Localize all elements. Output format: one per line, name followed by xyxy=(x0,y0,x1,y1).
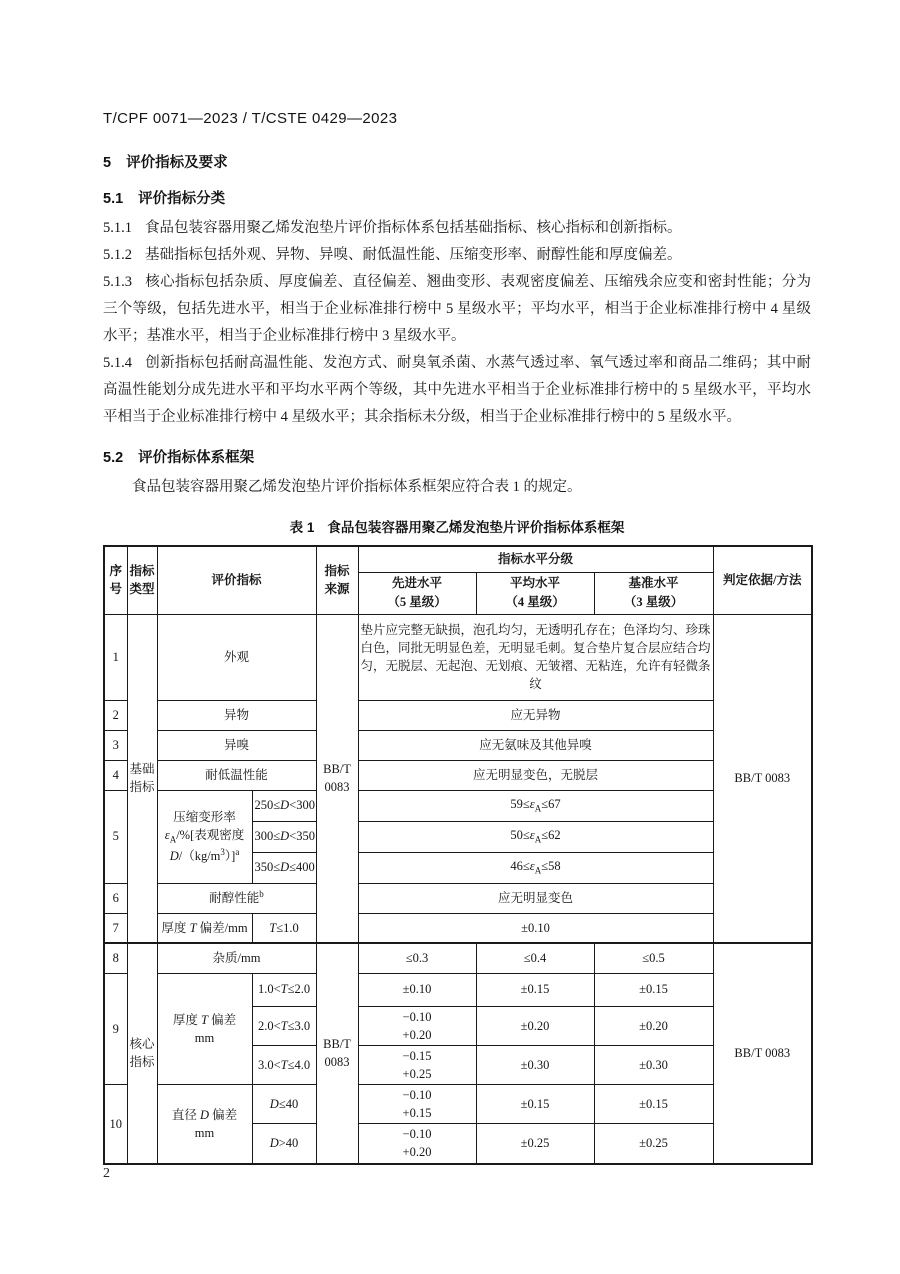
cell-condition: 2.0<T≤3.0 xyxy=(252,1006,316,1045)
section-title: 评价指标及要求 xyxy=(126,155,228,171)
standard-number-header: T/CPF 0071—2023 / T/CSTE 0429—2023 xyxy=(103,110,398,127)
level-name: 基准水平 xyxy=(628,576,679,591)
table-row xyxy=(104,1085,812,1124)
level-stars: （5 星级） xyxy=(387,595,447,609)
th-indicator: 评价指标 xyxy=(157,546,316,614)
table-row xyxy=(104,614,812,700)
cell-seq: 4 xyxy=(104,760,127,790)
cell-indicator: 厚度 T 偏差 mm xyxy=(157,973,252,1085)
cell-req-advanced: −0.10 +0.20 xyxy=(358,1124,476,1164)
cell-indicator: 异嗅 xyxy=(157,730,316,760)
table-header-row xyxy=(104,546,812,572)
th-seq: 序号 xyxy=(104,546,127,614)
th-grading: 指标水平分级 xyxy=(358,546,713,572)
cell-requirement: 应无明显变色 xyxy=(358,883,713,913)
cell-req-average: ±0.15 xyxy=(476,1085,594,1124)
paragraph-5-2-body xyxy=(103,474,811,501)
clause-number: 5.1.1 xyxy=(103,220,132,236)
cell-condition: T≤1.0 xyxy=(252,913,316,943)
level-name: 平均水平 xyxy=(510,576,561,591)
clause-text: 创新指标包括耐高温性能、发泡方式、耐臭氧杀菌、水蒸气透过率、氧气透过率和商品二维码；其中耐高温性能划分成先进水平和平均水平两个等级，其中先进水平相当于企业标准排行榜中的 5 星级水平，平均水平相当于企业标准排行榜中 4 星级水平；其余指标未分级，相当于企业标准排行榜中的 5 星级水平。 xyxy=(103,355,811,425)
clause-text: 食品包装容器用聚乙烯发泡垫片评价指标体系包括基础指标、核心指标和创新指标。 xyxy=(145,220,682,236)
cell-condition: 3.0<T≤4.0 xyxy=(252,1045,316,1084)
cell-seq: 7 xyxy=(104,913,127,943)
paragraph-5-1-4 xyxy=(103,350,811,431)
th-level-average xyxy=(476,572,594,614)
cell-indicator: 压缩变形率 $\varepsilon_A/\%$[表观密度 $D/(kg/m^3)]^a$ xyxy=(157,790,252,883)
clause-number: 5.1.2 xyxy=(103,247,132,263)
cell-req-advanced: ±0.10 xyxy=(358,973,476,1006)
cell-indicator: 杂质/mm xyxy=(157,943,316,973)
cell-req-baseline: ±0.15 xyxy=(594,1085,713,1124)
section-heading-5-2 xyxy=(103,446,811,467)
section-number: 5.1 xyxy=(103,191,124,207)
clause-paragraphs xyxy=(103,215,811,431)
table-row xyxy=(104,790,812,821)
clause-text: 基础指标包括外观、异物、异嗅、耐低温性能、压缩变形率、耐醇性能和厚度偏差。 xyxy=(145,247,682,263)
table-row xyxy=(104,700,812,730)
cell-method-core: BB/T 0083 xyxy=(713,943,812,1164)
cell-req-average: ≤0.4 xyxy=(476,943,594,973)
clause-text: 核心指标包括杂质、厚度偏差、直径偏差、翘曲变形、表观密度偏差、压缩残余应变和密封性能；分为三个等级，包括先进水平，相当于企业标准排行榜中 5 星级水平；平均水平，相当于企业标准排行榜中 4 星级水平；基准水平，相当于企业标准排行榜中 3 星级水平。 xyxy=(103,274,811,344)
cell-req-baseline: ±0.25 xyxy=(594,1124,713,1164)
cell-req-average: ±0.25 xyxy=(476,1124,594,1164)
cell-req-average: ±0.30 xyxy=(476,1045,594,1084)
table-caption-title: 食品包装容器用聚乙烯发泡垫片评价指标体系框架 xyxy=(327,520,625,535)
clause-number: 5.1.4 xyxy=(103,355,132,371)
cell-seq: 6 xyxy=(104,883,127,913)
cell-source-basic: BB/T 0083 xyxy=(316,614,358,943)
section-heading-5-1 xyxy=(103,187,811,208)
table-row xyxy=(104,730,812,760)
cell-condition: D>40 xyxy=(252,1124,316,1164)
cell-condition: 1.0<T≤2.0 xyxy=(252,973,316,1006)
table-row xyxy=(104,760,812,790)
cell-req-baseline: ±0.30 xyxy=(594,1045,713,1084)
th-level-advanced xyxy=(358,572,476,614)
cell-requirement: $59\le\varepsilon_A\le 67$ xyxy=(358,790,713,821)
cell-indicator: 耐低温性能 xyxy=(157,760,316,790)
cell-req-average: ±0.20 xyxy=(476,1006,594,1045)
cell-req-baseline: ≤0.5 xyxy=(594,943,713,973)
cell-req-average: ±0.15 xyxy=(476,973,594,1006)
indicator-framework-table xyxy=(103,545,813,1165)
table-caption-label: 表 1 xyxy=(289,520,315,535)
th-type: 指标类型 xyxy=(127,546,157,614)
level-stars: （4 星级） xyxy=(505,595,565,609)
cell-method-basic: BB/T 0083 xyxy=(713,614,812,943)
cell-condition: 300≤D<350 xyxy=(252,821,316,852)
cell-req-baseline: ±0.15 xyxy=(594,973,713,1006)
table-caption xyxy=(103,516,811,536)
table-row xyxy=(104,943,812,973)
th-method: 判定依据/方法 xyxy=(713,546,812,614)
cell-req-baseline: ±0.20 xyxy=(594,1006,713,1045)
level-stars: （3 星级） xyxy=(623,595,684,609)
cell-indicator: 耐醇性能$^b$ xyxy=(157,883,316,913)
section-number: 5 xyxy=(103,155,112,171)
cell-seq: 2 xyxy=(104,700,127,730)
cell-requirement: $50\le\varepsilon_A\le 62$ xyxy=(358,821,713,852)
table-row xyxy=(104,883,812,913)
cell-req-advanced: −0.10 +0.15 xyxy=(358,1085,476,1124)
clause-paragraphs xyxy=(103,474,811,501)
page-content xyxy=(103,110,811,1165)
cell-req-advanced: ≤0.3 xyxy=(358,943,476,973)
cell-req-advanced: −0.10 +0.20 xyxy=(358,1006,476,1045)
section-heading-5 xyxy=(103,151,811,172)
cell-seq: 1 xyxy=(104,614,127,700)
table-row xyxy=(104,913,812,943)
cell-condition: 250≤D<300 xyxy=(252,790,316,821)
cell-condition: 350≤D≤400 xyxy=(252,852,316,883)
section-number: 5.2 xyxy=(103,450,124,466)
th-source: 指标来源 xyxy=(316,546,358,614)
paragraph-5-1-2 xyxy=(103,242,811,269)
cell-requirement: 应无异物 xyxy=(358,700,713,730)
cell-requirement: ±0.10 xyxy=(358,913,713,943)
clause-text: 食品包装容器用聚乙烯发泡垫片评价指标体系框架应符合表 1 的规定。 xyxy=(132,479,582,495)
cell-indicator: 直径 D 偏差 mm xyxy=(157,1085,252,1164)
cell-requirement: $46\le\varepsilon_A\le 58$ xyxy=(358,852,713,883)
clause-number: 5.1.3 xyxy=(103,274,132,290)
cell-indicator: 异物 xyxy=(157,700,316,730)
cell-group-basic: 基础指标 xyxy=(127,614,157,943)
cell-seq: 5 xyxy=(104,790,127,883)
paragraph-5-1-1 xyxy=(103,215,811,242)
th-level-baseline xyxy=(594,572,713,614)
section-title: 评价指标分类 xyxy=(138,191,226,207)
cell-req-advanced: −0.15 +0.25 xyxy=(358,1045,476,1084)
cell-requirement: 应无明显变色，无脱层 xyxy=(358,760,713,790)
cell-requirement: 垫片应完整无缺损，泡孔均匀，无透明孔存在；色泽均匀、珍珠白色，同批无明显色差，无明显毛刺。复合垫片复合层应结合均匀，无脱层、无起泡、无划痕、无皱褶、无粘连，允许有轻微条纹 xyxy=(358,614,713,700)
cell-seq: 10 xyxy=(104,1085,127,1164)
section-title: 评价指标体系框架 xyxy=(138,450,255,466)
cell-condition: D≤40 xyxy=(252,1085,316,1124)
paragraph-5-1-3 xyxy=(103,269,811,350)
cell-seq: 9 xyxy=(104,973,127,1085)
level-name: 先进水平 xyxy=(392,576,443,591)
table-row xyxy=(104,973,812,1006)
cell-group-core: 核心指标 xyxy=(127,943,157,1164)
cell-seq: 3 xyxy=(104,730,127,760)
cell-seq: 8 xyxy=(104,943,127,973)
page-number: 2 xyxy=(103,1166,110,1181)
cell-requirement: 应无氨味及其他异嗅 xyxy=(358,730,713,760)
cell-source-core: BB/T 0083 xyxy=(316,943,358,1164)
cell-indicator: 厚度 T 偏差/mm xyxy=(157,913,252,943)
cell-indicator: 外观 xyxy=(157,614,316,700)
